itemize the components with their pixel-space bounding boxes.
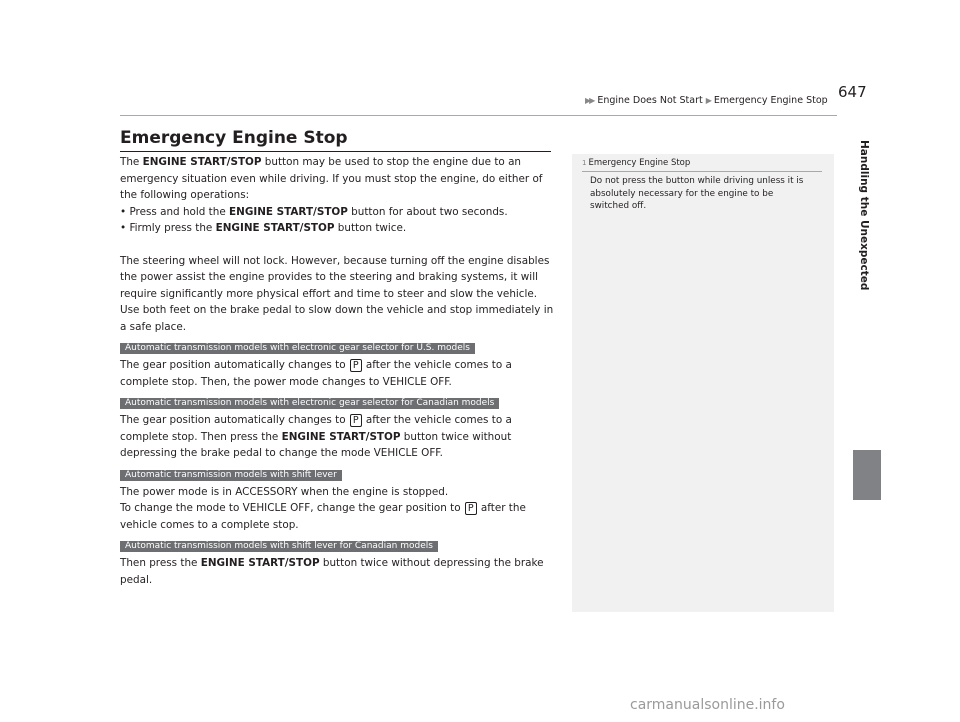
- para4-button-name: ENGINE START/STOP: [281, 430, 401, 443]
- bullet2-text-1: Firmly press the: [129, 222, 216, 234]
- intro-button-name: ENGINE START/STOP: [142, 156, 262, 168]
- watermark: carmanualsonline.info: [630, 697, 785, 713]
- bullet1-button-name: ENGINE START/STOP: [229, 205, 348, 218]
- bullet-item-2: [120, 220, 556, 237]
- title-divider: [120, 151, 551, 152]
- bullet-icon: •: [120, 222, 130, 234]
- para5-text-1: To change the mode to VEHICLE OFF, change the gear position to: [120, 502, 464, 514]
- page-title: Emergency Engine Stop: [120, 128, 348, 148]
- intro-text-2: button may be used to stop the engine due to an emergency situation even while driving. If you must stop the engine, do either of the following operations:: [120, 156, 543, 201]
- note-text: Do not press the button while driving unless it is absolutely necessary for the engine to be switched off.: [590, 176, 804, 211]
- shift-lever-paragraph: [120, 500, 556, 533]
- header-divider: [120, 115, 837, 116]
- shift-lever-canada-paragraph: [120, 555, 556, 588]
- note-title: [582, 158, 690, 168]
- breadcrumb-parent: Engine Does Not Start: [597, 95, 703, 106]
- canada-electronic-paragraph: [120, 412, 556, 462]
- us-electronic-paragraph: [120, 357, 556, 390]
- shift-lever-line-1: The power mode is in ACCESSORY when the engine is stopped.: [120, 485, 449, 498]
- para6-text-2: button twice without depressing the brake pedal.: [120, 557, 544, 586]
- para6-text-1: Then press the: [120, 557, 201, 569]
- para4-text-2: after the vehicle comes to a complete stop. Then press the: [120, 414, 512, 443]
- model-tag-shift-lever: Automatic transmission models with shift lever: [120, 470, 342, 481]
- park-key-icon: P: [350, 359, 362, 372]
- side-note: [572, 154, 834, 612]
- para6-button-name: ENGINE START/STOP: [200, 557, 320, 569]
- bullet2-text-2: button twice.: [334, 222, 407, 234]
- note-number: 1: [582, 159, 587, 167]
- main-content: [120, 154, 556, 588]
- model-tag-shift-lever-canada: Automatic transmission models with shift lever for Canadian models: [120, 541, 438, 552]
- steering-paragraph: The steering wheel will not lock. However, because turning off the engine disables the power assist the engine provides to the steering and braking systems, it will require significantly more physical effort and time to steer and slow the vehicle. Use both feet on the brake pedal to slow down the vehicle and stop immediately in a safe place.: [120, 254, 554, 333]
- para5-text-2: after the vehicle comes to a complete stop.: [120, 502, 526, 531]
- intro-text-1: The: [120, 156, 143, 168]
- side-tab-marker: [853, 450, 881, 500]
- model-tag-us-electronic: Automatic transmission models with electronic gear selector for U.S. models: [120, 343, 475, 354]
- intro-paragraph: [120, 154, 556, 204]
- side-tab-label: Handling the Unexpected: [858, 140, 870, 291]
- para3-text-1: The gear position automatically changes to: [120, 359, 349, 371]
- breadcrumb: [585, 95, 828, 106]
- bullet1-text-2: button for about two seconds.: [347, 205, 508, 218]
- note-title-text: Emergency Engine Stop: [588, 158, 691, 168]
- para4-text-1: The gear position automatically changes to: [120, 414, 349, 426]
- arrow-icon: ▶: [705, 96, 710, 105]
- breadcrumb-current: Emergency Engine Stop: [713, 95, 828, 106]
- bullet1-text-1: Press and hold the: [129, 205, 230, 218]
- note-divider: [582, 171, 822, 172]
- bullet-item-1: [120, 204, 556, 221]
- para3-text-2: after the vehicle comes to a complete stop. Then, the power mode changes to VEHICLE OFF.: [120, 359, 512, 388]
- park-key-icon: P: [350, 414, 362, 427]
- bullet-icon: •: [120, 205, 130, 218]
- model-tag-canada-electronic: Automatic transmission models with electronic gear selector for Canadian models: [120, 398, 499, 409]
- page-number: 647: [838, 83, 867, 101]
- park-key-icon: P: [465, 502, 477, 515]
- double-arrow-icon: ▶▶: [585, 96, 594, 105]
- para4-text-3: button twice without depressing the brake pedal to change the mode VEHICLE OFF.: [120, 430, 512, 459]
- bullet2-button-name: ENGINE START/STOP: [215, 222, 335, 234]
